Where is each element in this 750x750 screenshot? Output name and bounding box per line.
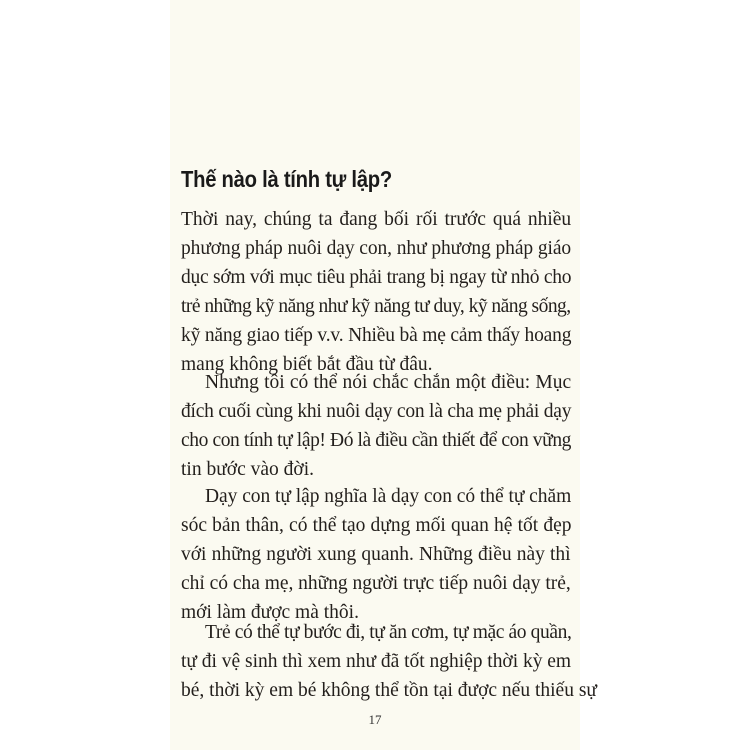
paragraph-line: trẻ những kỹ năng như kỹ năng tư duy, kỹ năng sống, — [181, 296, 571, 317]
paragraph-1 — [181, 205, 571, 379]
paragraph-line: Trẻ có thể tự bước đi, tự ăn cơm, tự mặc áo quần, — [205, 622, 572, 643]
paragraph-2 — [181, 368, 571, 484]
paragraph-line: mang không biết bắt đầu từ đâu. — [181, 354, 433, 375]
paragraph-line: Dạy con tự lập nghĩa là dạy con có thể tự chăm — [205, 486, 572, 507]
paragraph-line: dục sớm với mục tiêu phải trang bị ngay từ nhỏ cho — [181, 267, 572, 288]
paragraph-line: tin bước vào đời. — [181, 459, 315, 480]
paragraph-line: phương pháp nuôi dạy con, như phương pháp giáo — [181, 238, 572, 259]
paragraph-4 — [181, 618, 597, 705]
paragraph-line: sóc bản thân, có thể tạo dựng mối quan hệ tốt đẹp — [181, 515, 572, 536]
paragraph-line: tự đi vệ sinh thì xem như đã tốt nghiệp thời kỳ em — [181, 651, 572, 672]
paragraph-line: chỉ có cha mẹ, những người trực tiếp nuôi dạy trẻ, — [181, 573, 571, 594]
paragraph-line: cho con tính tự lập! Đó là điều cần thiết để con vững — [181, 430, 572, 451]
section-heading: Thế nào là tính tự lập? — [181, 166, 392, 192]
paragraph-line: kỹ năng giao tiếp v.v. Nhiều bà mẹ cảm thấy hoang — [181, 325, 572, 346]
paragraph-line: với những người xung quanh. Những điều này thì — [181, 544, 571, 565]
paragraph-line: Thời nay, chúng ta đang bối rối trước quá nhiều — [181, 209, 572, 230]
paragraph-line: đích cuối cùng khi nuôi dạy con là cha mẹ phải dạy — [181, 401, 572, 422]
paragraph-line: bé, thời kỳ em bé không thể tồn tại được nếu thiếu sự — [181, 680, 597, 701]
page-number: 17 — [368, 712, 382, 727]
paragraph-3 — [181, 482, 571, 627]
paragraph-line: Nhưng tôi có thể nói chắc chắn một điều: Mục — [205, 372, 572, 393]
paragraph-line: mới làm được mà thôi. — [181, 602, 359, 623]
